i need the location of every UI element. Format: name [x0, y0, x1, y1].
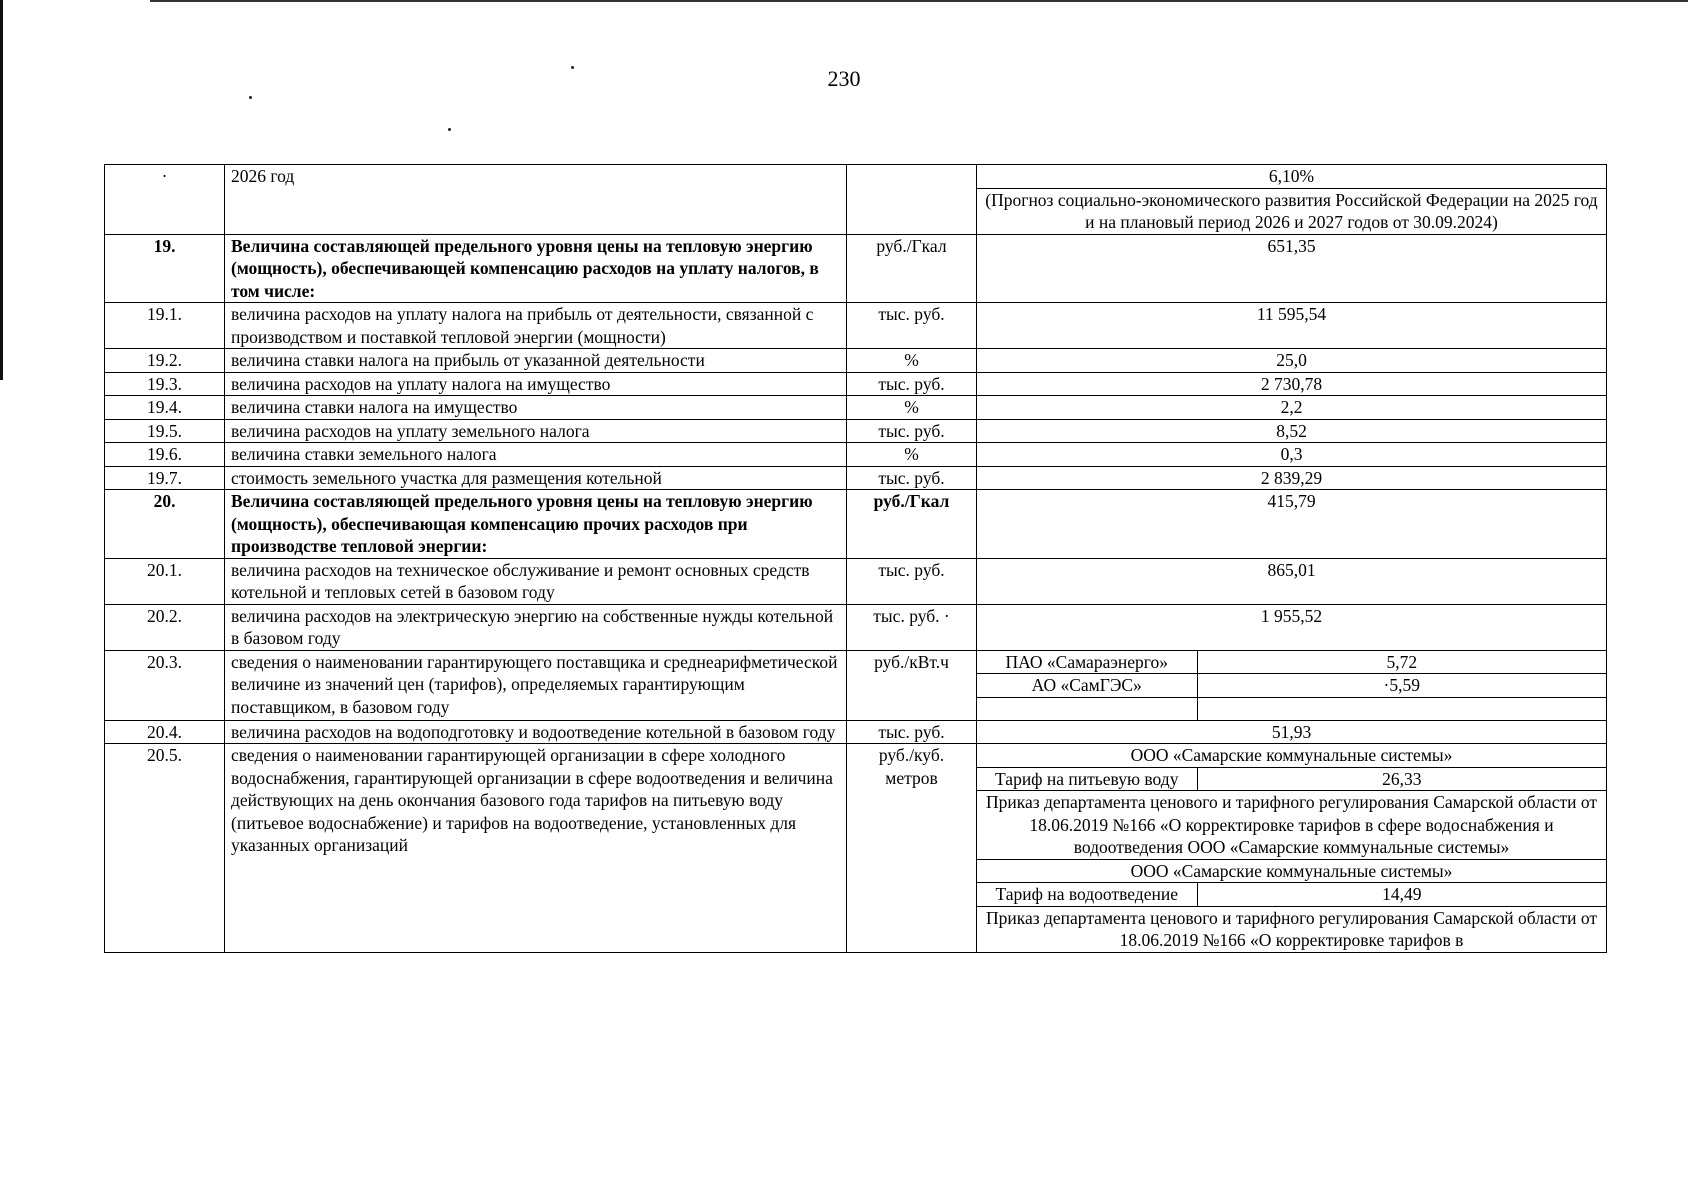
- row-number: ·: [105, 165, 225, 235]
- row-label: величина расходов на уплату земельного налога: [225, 419, 847, 443]
- table-row: [105, 234, 1607, 303]
- order-reference: Приказ департамента ценового и тарифного регулирования Самарской области от 18.06.2019 №166 «О корректировке тарифов в сфере водоснабжения и водоотведения ООО «Самарские коммунальные системы»: [977, 791, 1606, 860]
- water-tariff-subtable: [977, 744, 1606, 952]
- row-label: величина ставки налога на имущество: [225, 396, 847, 420]
- row-unit: тыс. руб.: [847, 419, 977, 443]
- row-number: 19.1.: [105, 303, 225, 349]
- forecast-value: 6,10%: [977, 165, 1606, 188]
- forecast-subtable: [977, 165, 1606, 234]
- row-unit: тыс. руб.: [847, 372, 977, 396]
- top-border-line: [150, 0, 1688, 2]
- row-unit: тыс. руб. ·: [847, 604, 977, 650]
- row-label: Величина составляющей предельного уровня цены на тепловую энергию (мощность), обеспечивающая компенсацию прочих расходов при производстве тепловой энергии:: [225, 490, 847, 559]
- table-row: [105, 490, 1607, 559]
- supplier-row: [977, 651, 1606, 674]
- row-value-cell: [977, 744, 1607, 953]
- empty-cell: [977, 697, 1197, 720]
- row-unit: тыс. руб.: [847, 466, 977, 490]
- row-number: 20.4.: [105, 720, 225, 744]
- row-number: 20.: [105, 490, 225, 559]
- row-number: 19.3.: [105, 372, 225, 396]
- row-value: 11 595,54: [977, 303, 1607, 349]
- tariff-value: 26,33: [1197, 767, 1606, 791]
- supplier-name: ПАО «Самараэнерго»: [977, 651, 1197, 674]
- row-number: 19.: [105, 234, 225, 303]
- table-row: [105, 443, 1607, 467]
- row-value: 651,35: [977, 234, 1607, 303]
- supplier-row: [977, 674, 1606, 698]
- row-value: 25,0: [977, 349, 1607, 373]
- row-unit: руб./кВт.ч: [847, 650, 977, 720]
- table-row: [105, 372, 1607, 396]
- organization-name: ООО «Самарские коммунальные системы»: [977, 744, 1606, 767]
- row-number: 19.6.: [105, 443, 225, 467]
- row-unit: тыс. руб.: [847, 558, 977, 604]
- table-row: [105, 396, 1607, 420]
- table-row: [105, 650, 1607, 720]
- row-label: сведения о наименовании гарантирующей организации в сфере холодного водоснабжения, гарантирующей организации в сфере водоотведения и величина действующих на день окончания базового года тарифов на питьевую воду (питьевое водоснабжение) и тарифов на водоотведение, установленных для указанных организаций: [225, 744, 847, 953]
- row-value: 415,79: [977, 490, 1607, 559]
- row-value: 2 839,29: [977, 466, 1607, 490]
- row-number: 19.4.: [105, 396, 225, 420]
- tariff-label: Тариф на питьевую воду: [977, 767, 1197, 791]
- row-number: 19.5.: [105, 419, 225, 443]
- scan-speck: [249, 96, 252, 99]
- left-scan-edge: [0, 0, 3, 380]
- order-reference: Приказ департамента ценового и тарифного регулирования Самарской области от 18.06.2019 №166 «О корректировке тарифов в: [977, 906, 1606, 952]
- row-value-cell: [977, 650, 1607, 720]
- row-number: 19.7.: [105, 466, 225, 490]
- supplier-name: АО «СамГЭС»: [977, 674, 1197, 698]
- tariff-label: Тариф на водоотведение: [977, 883, 1197, 907]
- row-label: 2026 год: [225, 165, 847, 235]
- row-unit: руб./Гкал: [847, 490, 977, 559]
- row-label: величина расходов на электрическую энергию на собственные нужды котельной в базовом году: [225, 604, 847, 650]
- row-value: 2,2: [977, 396, 1607, 420]
- row-unit: руб./Гкал: [847, 234, 977, 303]
- empty-cell: [1197, 697, 1606, 720]
- row-label: величина расходов на водоподготовку и водоотведение котельной в базовом году: [225, 720, 847, 744]
- table-row: [105, 720, 1607, 744]
- row-value: 2 730,78: [977, 372, 1607, 396]
- supplier-row-empty: [977, 697, 1606, 720]
- row-unit: руб./куб. метров: [847, 744, 977, 953]
- row-number: 20.5.: [105, 744, 225, 953]
- scan-speck: [448, 128, 451, 131]
- supplier-price: 5,72: [1197, 651, 1606, 674]
- page-number: 230: [827, 66, 861, 91]
- organization-name: ООО «Самарские коммунальные системы»: [977, 859, 1606, 883]
- row-unit: %: [847, 443, 977, 467]
- tariff-table: [104, 164, 1607, 953]
- row-label: сведения о наименовании гарантирующего поставщика и среднеарифметической величине из значений цен (тарифов), определяемых гарантирующим поставщиком, в базовом году: [225, 650, 847, 720]
- row-unit: тыс. руб.: [847, 303, 977, 349]
- row-unit: тыс. руб.: [847, 720, 977, 744]
- row-number: 20.2.: [105, 604, 225, 650]
- table-row: [105, 604, 1607, 650]
- row-value: 51,93: [977, 720, 1607, 744]
- row-number: 19.2.: [105, 349, 225, 373]
- table-row: [105, 558, 1607, 604]
- row-label: величина расходов на уплату налога на имущество: [225, 372, 847, 396]
- row-value: 865,01: [977, 558, 1607, 604]
- table-row: [105, 349, 1607, 373]
- row-label: величина ставки налога на прибыль от указанной деятельности: [225, 349, 847, 373]
- row-label: стоимость земельного участка для размещения котельной: [225, 466, 847, 490]
- table-row: [105, 744, 1607, 953]
- tariff-value: 14,49: [1197, 883, 1606, 907]
- row-unit: %: [847, 396, 977, 420]
- row-label: величина расходов на техническое обслуживание и ремонт основных средств котельной и тепловых сетей в базовом году: [225, 558, 847, 604]
- row-number: 20.1.: [105, 558, 225, 604]
- row-value: 8,52: [977, 419, 1607, 443]
- supplier-price: ·5,59: [1197, 674, 1606, 698]
- row-label: Величина составляющей предельного уровня цены на тепловую энергию (мощность), обеспечивающей компенсацию расходов на уплату налогов, в том числе:: [225, 234, 847, 303]
- row-value-cell: [977, 165, 1607, 235]
- row-label: величина ставки земельного налога: [225, 443, 847, 467]
- table-row: [105, 303, 1607, 349]
- table-row: [105, 419, 1607, 443]
- table-row: [105, 165, 1607, 235]
- forecast-note: (Прогноз социально-экономического развития Российской Федерации на 2025 год и на плановый период 2026 и 2027 годов от 30.09.2024): [977, 188, 1606, 234]
- row-label: величина расходов на уплату налога на прибыль от деятельности, связанной с производством и поставкой тепловой энергии (мощности): [225, 303, 847, 349]
- row-unit: %: [847, 349, 977, 373]
- table-row: [105, 466, 1607, 490]
- supplier-subtable: [977, 651, 1606, 720]
- row-value: 0,3: [977, 443, 1607, 467]
- row-number: 20.3.: [105, 650, 225, 720]
- row-value: 1 955,52: [977, 604, 1607, 650]
- row-unit: [847, 165, 977, 235]
